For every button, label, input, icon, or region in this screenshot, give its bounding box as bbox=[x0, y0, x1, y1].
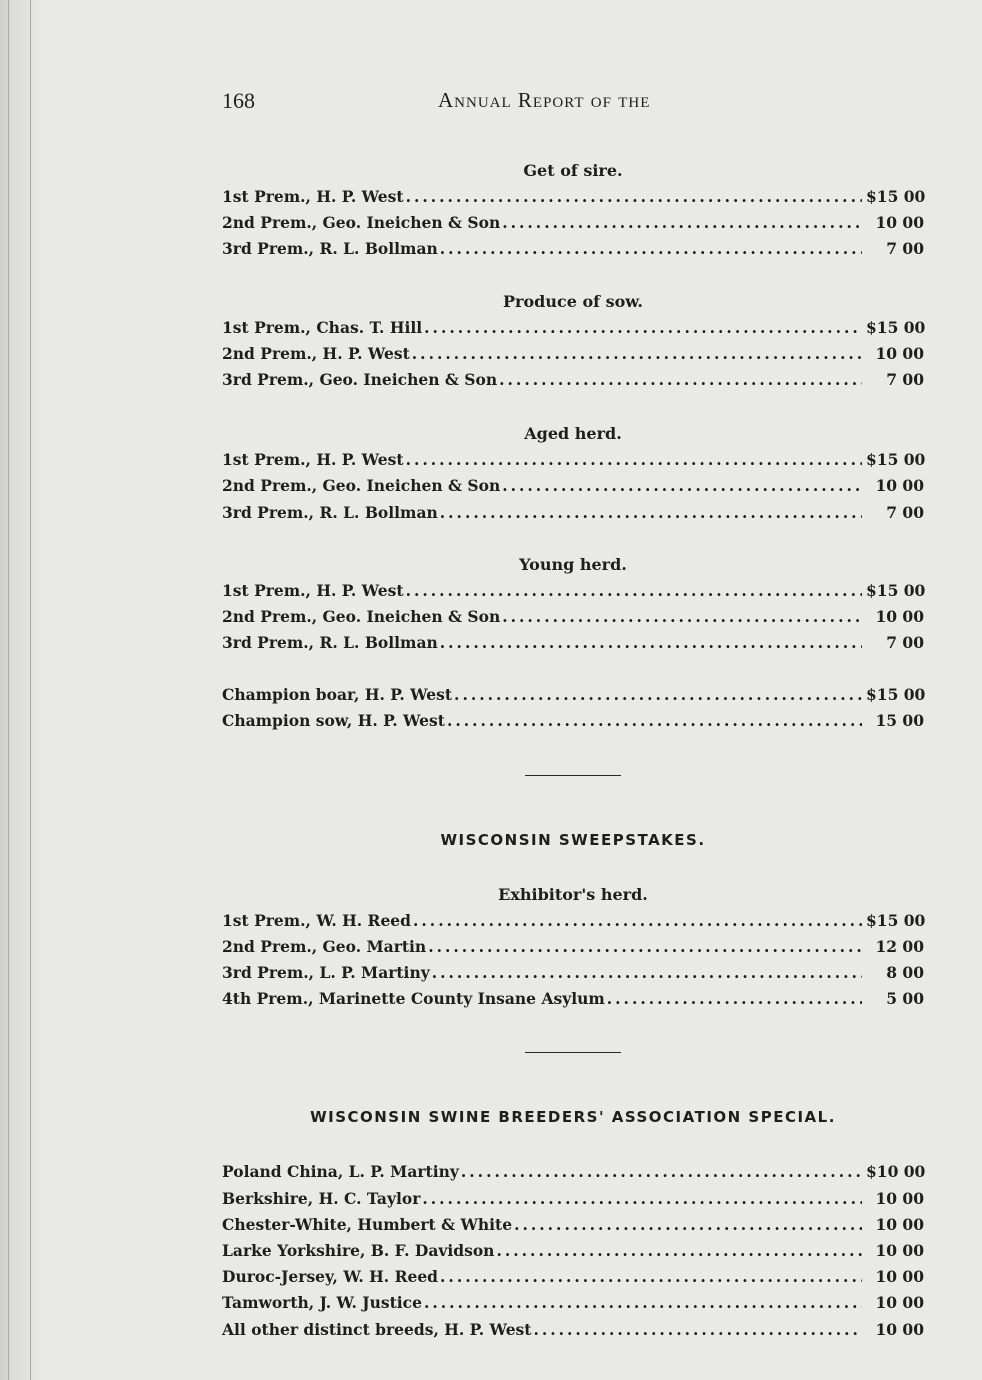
prize-row bbox=[222, 367, 924, 393]
prize-label: 3rd Prem., Geo. Ineichen & Son bbox=[222, 369, 498, 389]
prize-amount: 10 00 bbox=[875, 1240, 924, 1260]
prize-row bbox=[222, 986, 924, 1012]
prize-amount: 10 00 bbox=[875, 1214, 924, 1234]
prize-amount: 10 00 bbox=[875, 606, 924, 626]
prize-label: 4th Prem., Marinette County Insane Asylum bbox=[222, 989, 605, 1009]
prize-label: 2nd Prem., Geo. Ineichen & Son bbox=[222, 213, 501, 233]
prize-row bbox=[222, 708, 924, 734]
prize-label: 1st Prem., H. P. West bbox=[222, 580, 404, 600]
dot-leader bbox=[440, 236, 862, 262]
prize-row bbox=[222, 473, 924, 499]
prize-amount: 10 00 bbox=[875, 1188, 924, 1208]
prize-row bbox=[222, 578, 924, 604]
prize-amount: 10 00 bbox=[875, 213, 924, 233]
section-get-of-sire bbox=[222, 158, 924, 263]
prize-row bbox=[222, 960, 924, 986]
dot-leader bbox=[533, 1317, 862, 1343]
prize-label: 3rd Prem., L. P. Martiny bbox=[222, 963, 430, 982]
prize-amount: 15 00 bbox=[875, 711, 924, 731]
prize-label: Champion boar, H. P. West bbox=[222, 685, 453, 705]
dot-leader bbox=[502, 473, 862, 499]
prize-amount: $15 00 bbox=[866, 580, 926, 600]
prize-row bbox=[222, 210, 924, 236]
prize-row bbox=[222, 315, 924, 341]
prize-amount: 7 00 bbox=[886, 369, 924, 389]
prize-label: Poland China, L. P. Martiny bbox=[222, 1162, 459, 1182]
prize-label: Tamworth, J. W. Justice bbox=[222, 1293, 422, 1313]
prize-label: 3rd Prem., R. L. Bollman bbox=[222, 502, 438, 522]
page-binding-edge bbox=[0, 0, 46, 1380]
binding-line bbox=[30, 0, 31, 1380]
prize-label: 1st Prem., H. P. West bbox=[222, 187, 404, 206]
prize-label: 3rd Prem., R. L. Bollman bbox=[222, 239, 438, 259]
prize-row bbox=[222, 682, 924, 708]
dot-leader bbox=[422, 1186, 862, 1212]
prize-row bbox=[222, 341, 924, 367]
prize-label: Berkshire, H. C. Taylor bbox=[222, 1188, 421, 1208]
section-heading: Aged herd. bbox=[524, 424, 622, 444]
prize-row bbox=[222, 604, 924, 630]
prize-row bbox=[222, 236, 924, 262]
prize-row bbox=[222, 630, 924, 656]
dot-leader bbox=[454, 682, 862, 708]
prize-label: 2nd Prem., Geo. Ineichen & Son bbox=[222, 606, 501, 626]
prize-row bbox=[222, 1212, 924, 1238]
prize-amount: 10 00 bbox=[875, 1293, 924, 1313]
dot-leader bbox=[406, 447, 862, 473]
prize-amount: $15 00 bbox=[866, 685, 926, 705]
running-title: Annual Report of the bbox=[438, 88, 651, 112]
dot-leader bbox=[607, 986, 862, 1012]
prize-row bbox=[222, 447, 924, 473]
prize-label: 2nd Prem., Geo. Martin bbox=[222, 936, 427, 956]
prize-amount: $15 00 bbox=[866, 187, 926, 206]
prize-label: 2nd Prem., H. P. West bbox=[222, 343, 410, 363]
dot-leader bbox=[428, 934, 862, 960]
prize-amount: 12 00 bbox=[875, 936, 924, 956]
prize-label: 1st Prem., W. H. Reed bbox=[222, 910, 412, 930]
prize-row bbox=[222, 1238, 924, 1264]
section-heading: Exhibitor's herd. bbox=[498, 884, 648, 904]
document-page bbox=[222, 88, 924, 1343]
dot-leader bbox=[440, 1264, 862, 1290]
prize-row bbox=[222, 500, 924, 526]
prize-row bbox=[222, 184, 924, 210]
prize-label: 1st Prem., Chas. T. Hill bbox=[222, 317, 423, 337]
section-champions bbox=[222, 682, 924, 734]
dot-leader bbox=[440, 500, 862, 526]
prize-amount: $15 00 bbox=[866, 910, 926, 930]
prize-row bbox=[222, 908, 924, 934]
binding-line bbox=[8, 0, 9, 1380]
prize-label: All other distinct breeds, H. P. West bbox=[222, 1319, 532, 1339]
block-title-association-special: WISCONSIN SWINE BREEDERS' ASSOCIATION SPECIAL. bbox=[310, 1108, 836, 1127]
dot-leader bbox=[514, 1212, 862, 1238]
section-heading: Get of sire. bbox=[523, 161, 623, 180]
section-produce-of-sow bbox=[222, 289, 924, 394]
prize-amount: 7 00 bbox=[886, 239, 924, 259]
prize-amount: 10 00 bbox=[875, 476, 924, 496]
prize-row bbox=[222, 1159, 924, 1185]
prize-amount: 10 00 bbox=[875, 343, 924, 363]
prize-label: 3rd Prem., R. L. Bollman bbox=[222, 633, 438, 653]
prize-label: 2nd Prem., Geo. Ineichen & Son bbox=[222, 476, 501, 496]
prize-amount: 10 00 bbox=[875, 1319, 924, 1339]
dot-leader bbox=[413, 908, 862, 934]
dot-leader bbox=[499, 367, 862, 393]
prize-amount: 7 00 bbox=[886, 502, 924, 522]
dot-leader bbox=[502, 604, 862, 630]
prize-row bbox=[222, 934, 924, 960]
prize-row bbox=[222, 1317, 924, 1343]
section-association-special bbox=[222, 1159, 924, 1342]
running-head bbox=[222, 88, 924, 120]
dot-leader bbox=[447, 708, 862, 734]
prize-label: Larke Yorkshire, B. F. Davidson bbox=[222, 1240, 495, 1260]
prize-amount: 7 00 bbox=[886, 633, 924, 653]
section-exhibitors-herd bbox=[222, 882, 924, 1013]
prize-amount: 10 00 bbox=[875, 1267, 924, 1287]
dot-leader bbox=[406, 578, 862, 604]
prize-amount: $10 00 bbox=[866, 1162, 926, 1182]
prize-label: Duroc-Jersey, W. H. Reed bbox=[222, 1267, 439, 1287]
prize-row bbox=[222, 1264, 924, 1290]
section-aged-herd bbox=[222, 421, 924, 526]
section-young-herd bbox=[222, 552, 924, 657]
prize-row bbox=[222, 1186, 924, 1212]
block-title-sweepstakes: WISCONSIN SWEEPSTAKES. bbox=[440, 830, 706, 849]
section-heading: Produce of sow. bbox=[503, 291, 643, 311]
prize-amount: 5 00 bbox=[886, 989, 924, 1009]
page-number: 168 bbox=[222, 88, 255, 113]
dot-leader bbox=[461, 1159, 862, 1185]
dot-leader bbox=[412, 341, 862, 367]
section-heading: Young herd. bbox=[519, 554, 627, 574]
prize-amount: $15 00 bbox=[866, 317, 926, 337]
prize-label: 1st Prem., H. P. West bbox=[222, 450, 404, 470]
prize-row bbox=[222, 1290, 924, 1316]
dot-leader bbox=[406, 184, 862, 210]
dot-leader bbox=[432, 960, 862, 986]
prize-label: Chester-White, Humbert & White bbox=[222, 1214, 513, 1234]
prize-amount: 8 00 bbox=[886, 963, 924, 982]
dot-leader bbox=[440, 630, 862, 656]
dot-leader bbox=[424, 1290, 862, 1316]
dot-leader bbox=[502, 210, 862, 236]
dot-leader bbox=[424, 315, 862, 341]
dot-leader bbox=[496, 1238, 862, 1264]
prize-amount: $15 00 bbox=[866, 450, 926, 470]
prize-label: Champion sow, H. P. West bbox=[222, 711, 445, 731]
